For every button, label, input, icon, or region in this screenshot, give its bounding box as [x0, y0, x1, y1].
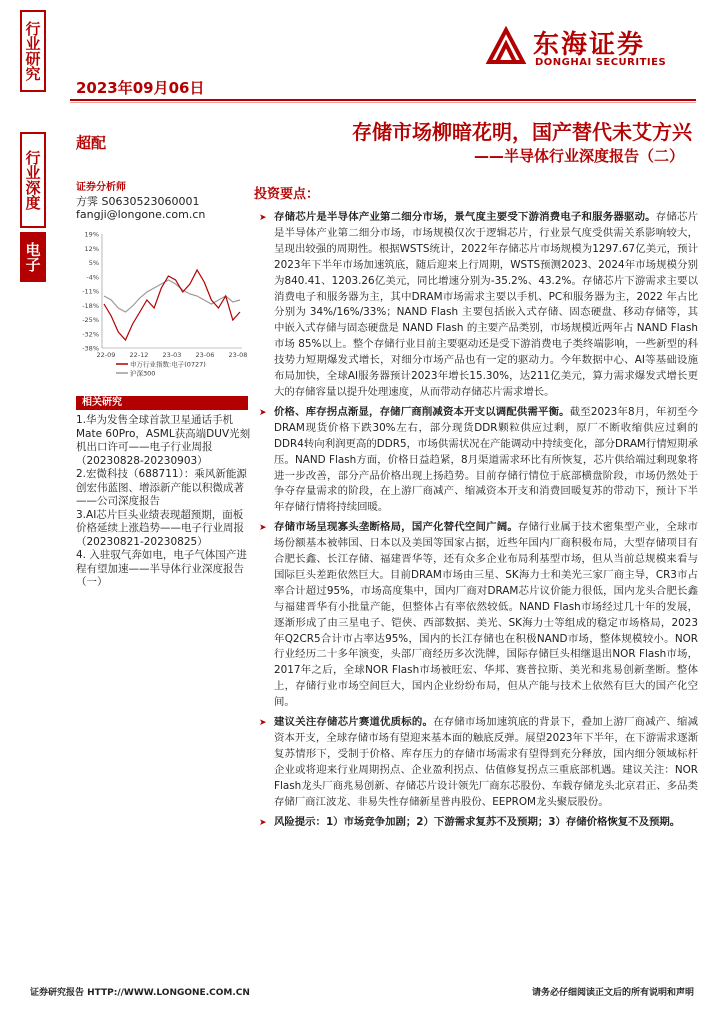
risk-text: 1）市场竞争加剧；2）下游需求复苏不及预期；3）存储价格恢复不及预期。: [325, 815, 681, 828]
y-tick-label: -25%: [82, 316, 99, 324]
donghai-logo-icon: [483, 24, 529, 70]
company-logo: [483, 22, 698, 74]
sector-tab: 电子: [20, 232, 46, 282]
related-research-list: [76, 414, 252, 590]
performance-chart-svg: [76, 228, 248, 386]
key-point-paragraph: [258, 405, 698, 516]
bullet-arrow-icon: ➤: [259, 817, 267, 828]
bullet-arrow-icon: ➤: [259, 718, 267, 729]
y-tick-label: 12%: [84, 244, 99, 253]
key-point-paragraph: [258, 210, 698, 401]
y-tick-label: -18%: [82, 301, 99, 310]
report-title: 存储市场柳暗花明，国产替代未艾方兴: [352, 120, 692, 144]
related-item[interactable]: 1.华为发售全球首款卫星通话手机Mate 60Pro，ASML获高端DUV光刻机出口许可——电子行业周报（20230828-20230903）: [76, 414, 251, 467]
x-tick-label: 23-08: [228, 351, 248, 359]
analyst-name: 方霁 S0630523060001: [76, 195, 200, 208]
report-subtitle: ——半导体行业深度报告（二）: [473, 147, 684, 165]
legend-label: 申万行业指数:电子(0727): [130, 360, 206, 369]
key-point-paragraph: [258, 520, 698, 711]
report-type-tab: 行业深度: [20, 132, 46, 228]
x-tick-label: 22-12: [129, 351, 149, 359]
y-tick-label: 19%: [84, 230, 99, 239]
risk-lead: 风险提示：: [274, 815, 326, 828]
bullet-arrow-icon: ➤: [259, 407, 267, 418]
key-point-text: 存储芯片是半导体产业第二细分市场，市场规模仅次于逻辑芯片，行业景气度受供需关系影响较大，呈现出较强的周期性。根据WSTS统计，2022年存储芯片市场规模为1297.67亿美元，预计2023年下半年市场加速筑底，随后迎来上行周期，WSTS预测2023、2024年市场规模分别为840.41、1203.26亿美元，同比增速分别为-35.2%、43.2%。存储芯片下游需求主要以消费电子和服务器为主，其中DRAM市场需求主要以手机、PC和服务器为主，2022 年占比分别为 34%/16%/33%；NAND Flash 主要包括嵌入式存储、固态硬盘、移动存储等，其中嵌入式存储与固态硬盘是 NAND Flash 的主要产品类别，市场规模近两年占 NAND Flash 市场 85%以上。整个存储行业目前主要驱动还是受下游消费电子类终端影响，一些新型的科技势力短期爆发式增长，对细分市场产品也有一定的驱动力。今年数据中心、AI等基础设施布局加快，全球AI服务器预计2023年增长15.30%，达211亿美元，算力需求爆发式增长更大的存储容量以提升处理速度，从而带动存储芯片需求增长。: [274, 211, 699, 398]
header-divider: [70, 99, 696, 101]
key-points-title: 投资要点：: [254, 187, 320, 202]
x-tick-label: 23-03: [162, 351, 182, 359]
key-point-text: 在存储市场加速筑底的背景下，叠加上游厂商减产、缩减资本开支，全球存储市场有望迎来基本面的触底反弹。展望2023年下半年，在下游需求逐渐复苏情形下，受制于价格、库存压力的存储市场需求有望得到充分释放，国内细分领域标杆企业或将迎来行业周期拐点、企业盈利拐点、估值修复拐点三重底部机遇。建议关注：NOR Flash龙头厂商兆易创新、存储芯片设计领先厂商东芯股份、车载存储龙头北京君正、多品类存储厂商江波龙、非易失性存储新星普冉股份、EEPROM龙头聚辰股份。: [274, 716, 699, 808]
analyst-label: 证券分析师: [76, 182, 126, 193]
y-tick-label: -4%: [86, 273, 99, 282]
series-line: [104, 270, 240, 340]
bullet-arrow-icon: ➤: [259, 213, 267, 223]
key-point-text: 存储行业属于技术密集型产业，全球市场份额基本被韩国、日本以及美国等国家占据，近些年国内厂商积极布局，大型存储项目有合肥长鑫、长江存储、福建晋华等，还有众多企业布局利基型市场，但从当前总规模来看与国际巨头差距依然巨大。目前DRAM市场由三星、SK海力士和美光三家厂商主导，CR3市占率合计超过95%，市场高度集中，国内厂商对DRAM芯片议价能力很低，国内龙头合肥长鑫与福建晋华有小批量产能，但整体占有率依然较低。NAND Flash市场经过几十年的发展，逐渐形成了由三星电子、铠侠、西部数据、美光、SK海力士等组成的稳定市场格局，2023年Q2CR5合计市占率达95%，国内的长江存储也在积极NAND市场，整体规模较小。NOR行业经历二十多年演变，头部厂商经历多次洗牌，国际存储巨头相继退出NOR Flash市场，2017年之后，全球NOR Flash市场被旺宏、华邦、赛普拉斯、美光和兆易创新垄断。整体上，存储行业市场空间巨大，国内企业纷纷布局，但从产能与技术上依然有巨大的国产化空间。: [274, 521, 698, 709]
related-item[interactable]: 4. 入驻驭气奔如电，电子气体国产进程有望加速——半导体行业深度报告（一）: [76, 549, 247, 588]
key-point-text: 截至2023年8月，年初至今DRAM现货价格下跌30%左右，部分现货DDR颗粒供应过剩，原厂不断收缩供应过剩的DDR4转向利润更高的DDR5，市场供需状况在产能调动中持续变化，部分DRAM行情短期承压。NAND Flash方面，价格日益趋紧，8月渠道需求环比有所恢复，芯片供给端过剩现象将进一步改善，部分产品价格出现上扬趋势。目前存储行情位于底部横盘阶段，市场仍然处于争夺存量需求的阶段，在上游厂商减产、缩减资本开支和消费回暖复苏的带动下，预计下半年存储行情将持续回暖。: [274, 405, 698, 514]
key-point-lead: 存储市场呈现寡头垄断格局，国产化替代空间广阔。: [274, 521, 518, 534]
footer-right: 请务必仔细阅读正文后的所有说明和声明: [531, 988, 694, 998]
analyst-email[interactable]: fangji@longone.com.cn: [76, 208, 206, 221]
key-point-paragraph: [258, 715, 698, 810]
header-divider-thin: [70, 102, 696, 103]
y-tick-label: 5%: [88, 259, 99, 267]
related-item[interactable]: 2.宏微科技（688711）：乘风新能源创宏伟蓝图、增添新产能以积微成著——公司深度报告: [76, 468, 247, 507]
logo-en-text: DONGHAI SECURITIES: [535, 57, 667, 68]
report-date: 2023年09月06日: [76, 79, 205, 97]
key-point-lead: 存储芯片是半导体产业第二细分市场，景气度主要受下游消费电子和服务器驱动。: [274, 211, 656, 223]
research-type-tab: 行业研究: [20, 10, 46, 92]
bullet-arrow-icon: ➤: [259, 523, 267, 534]
risk-warning: [258, 815, 698, 831]
related-research-header: 相关研究: [76, 396, 248, 410]
rating: 超配: [76, 134, 107, 152]
key-point-lead: 建议关注存储芯片赛道优质标的。: [274, 716, 434, 729]
performance-chart: [76, 228, 248, 386]
x-tick-label: 22-09: [96, 351, 116, 359]
related-item[interactable]: 3.AI芯片巨头业绩表现超预期，面板价格延续上涨趋势——电子行业周报（20230821-20230825）: [76, 508, 244, 548]
key-point-lead: 价格、库存拐点渐显，存储厂商削减资本开支以调配供需平衡。: [274, 405, 570, 418]
x-tick-label: 23-06: [195, 351, 215, 359]
logo-cn-text: 东海证券: [533, 30, 646, 60]
legend-label: 沪深300: [130, 369, 156, 378]
footer-left[interactable]: 证券研究报告 HTTP://WWW.LONGONE.COM.CN: [30, 988, 250, 998]
key-points-body: [258, 210, 698, 834]
y-tick-label: -11%: [82, 287, 99, 296]
y-tick-label: -32%: [82, 330, 99, 339]
y-tick-label: -38%: [82, 344, 99, 353]
